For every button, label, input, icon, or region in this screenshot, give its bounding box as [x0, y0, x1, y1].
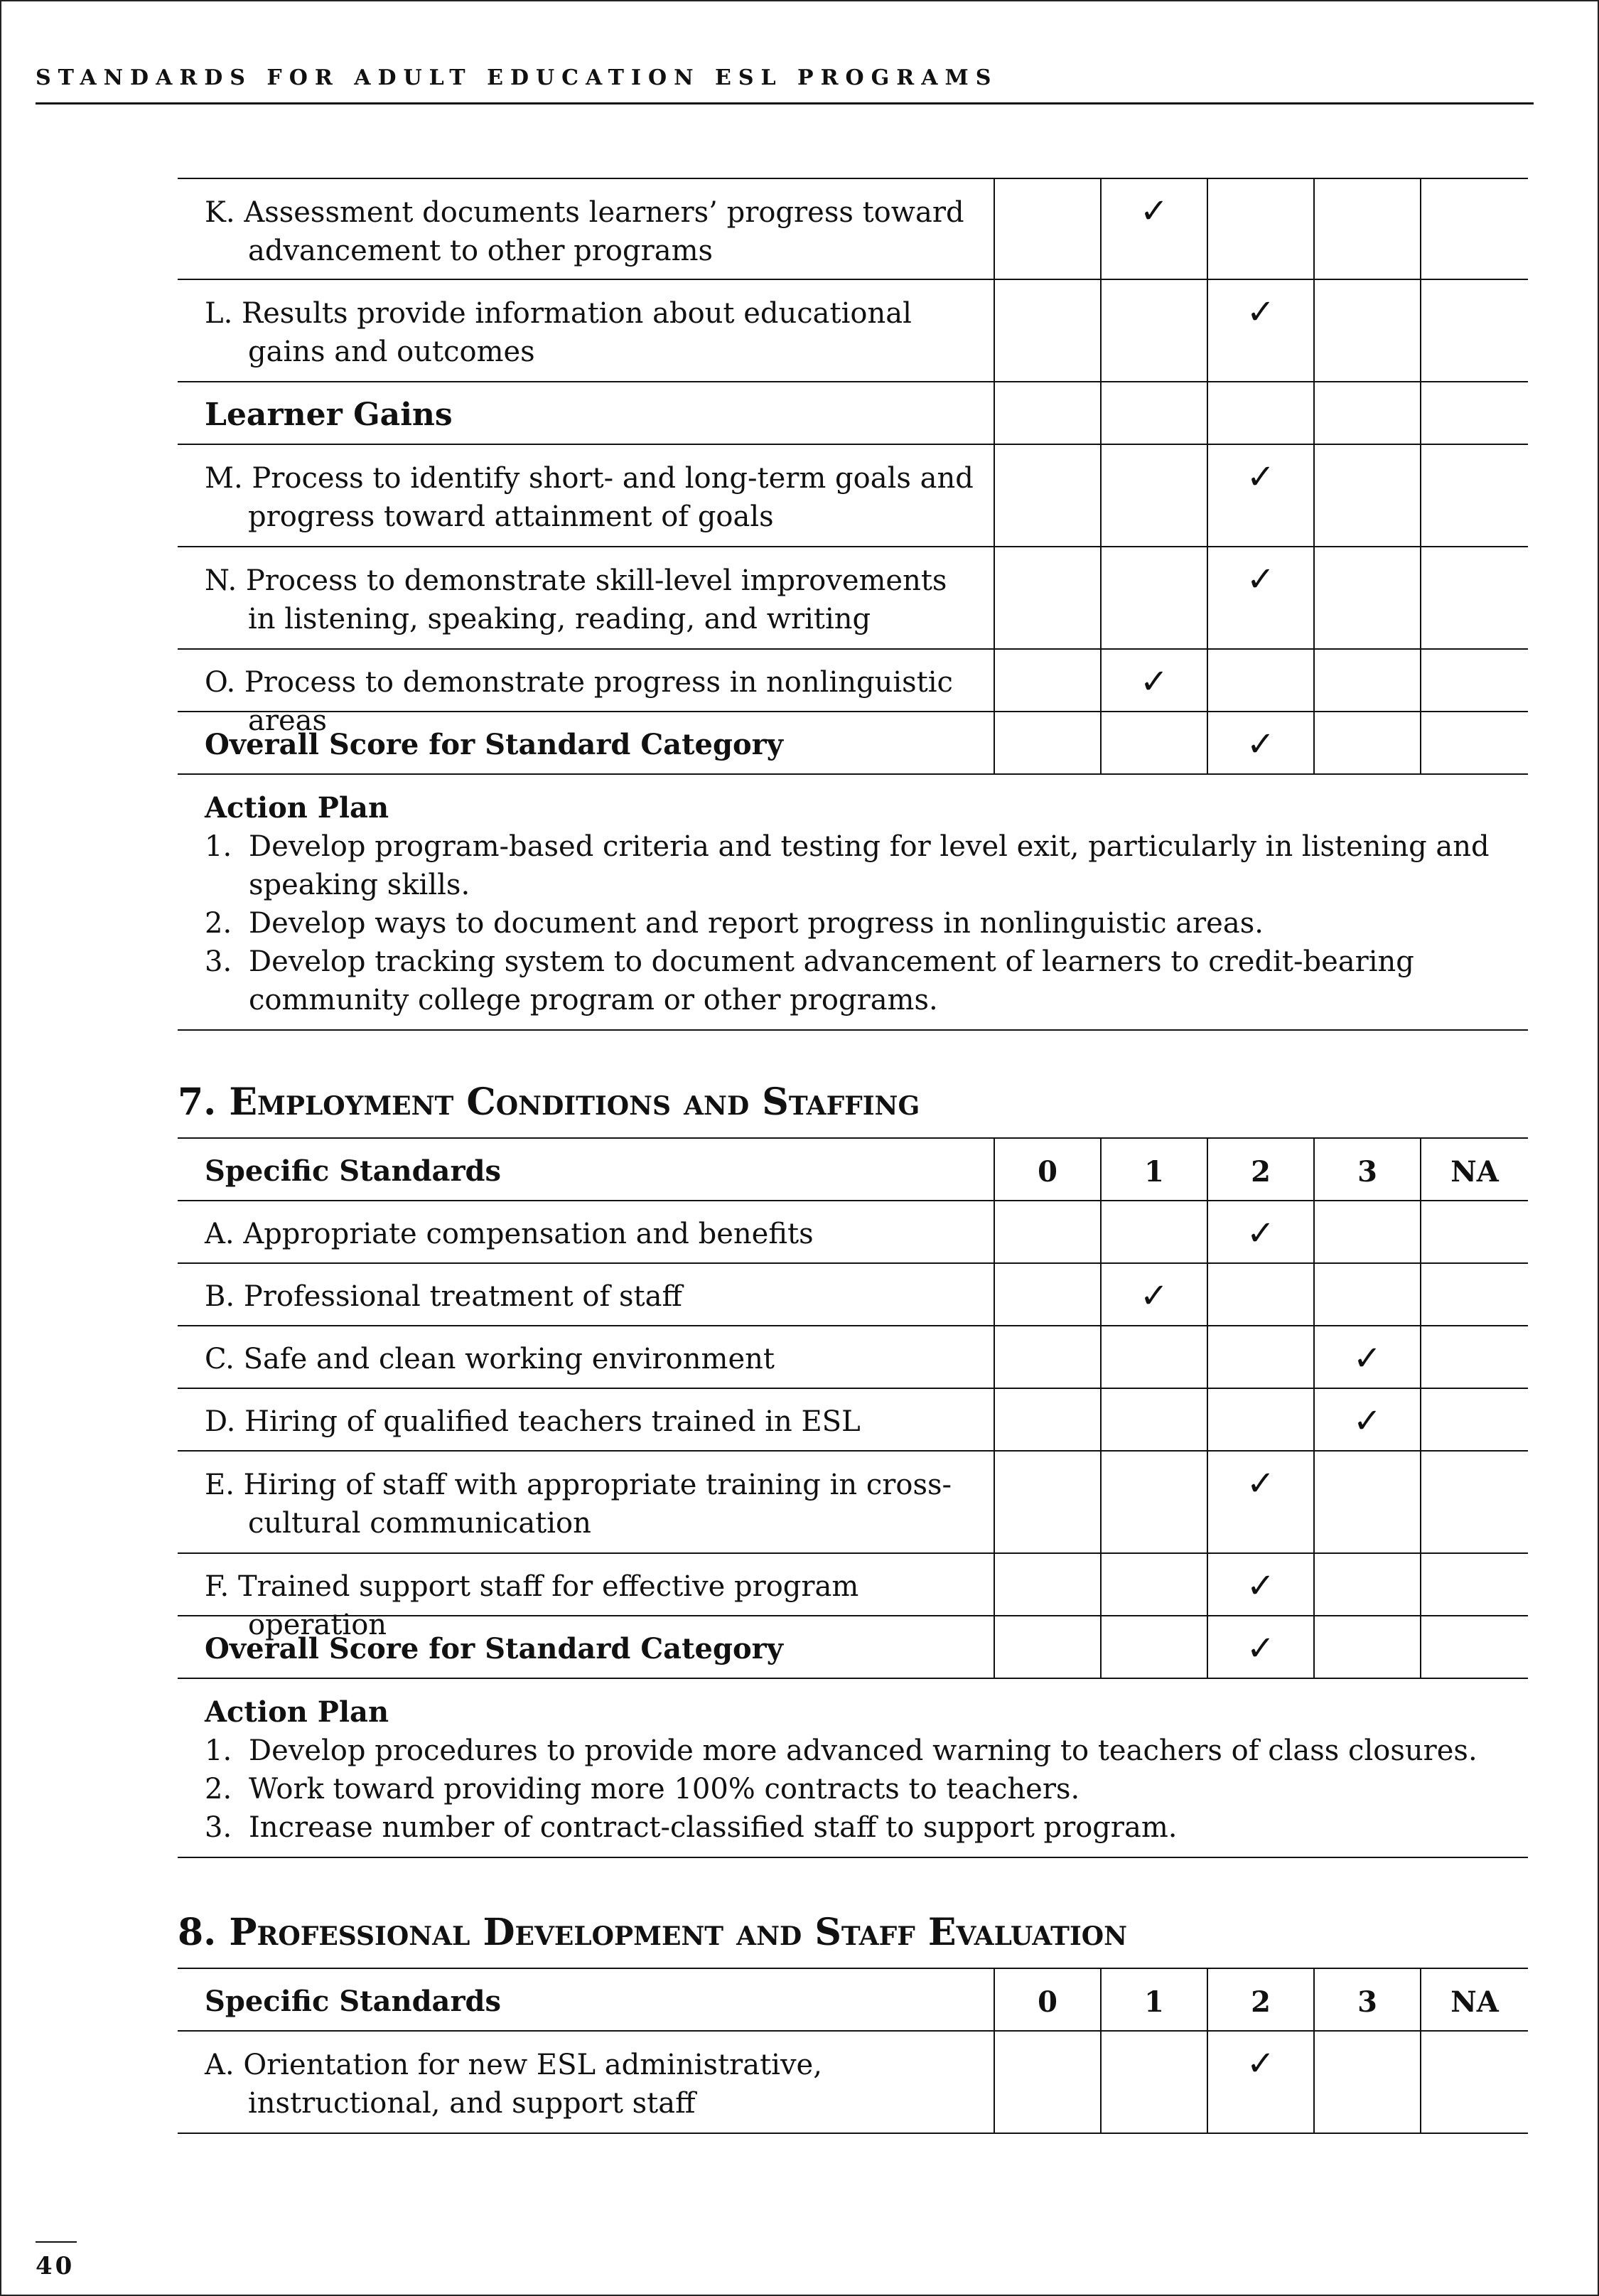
rating-cell-0	[995, 650, 1102, 711]
check-mark-icon: ✓	[1246, 1566, 1276, 1606]
standard-label-text: Learner Gains	[205, 397, 453, 433]
rating-cell-1	[1102, 547, 1208, 648]
footer-rule	[36, 2241, 77, 2243]
rating-cell-1	[1102, 1452, 1208, 1552]
rating-cell-0	[995, 1201, 1102, 1262]
action-plan	[178, 1679, 1528, 1858]
rating-cell-2	[1208, 179, 1315, 279]
section-8-title	[178, 1911, 1127, 1954]
table-header-row	[178, 1137, 1528, 1201]
rating-cell-2	[1208, 650, 1315, 711]
rating-cell-3	[1315, 1201, 1421, 1262]
rating-cell-3	[1315, 382, 1421, 444]
rating-cell-na	[1421, 445, 1528, 546]
column-header-1: 1	[1102, 1969, 1208, 2030]
rating-cell-2	[1208, 2032, 1315, 2133]
rating-cell-1	[1102, 280, 1208, 381]
rating-cell-2	[1208, 1201, 1315, 1262]
check-mark-icon: ✓	[1246, 724, 1276, 764]
check-mark-icon: ✓	[1139, 191, 1169, 231]
rating-cell-1	[1102, 650, 1208, 711]
action-plan-item-number: 2.	[205, 1773, 232, 1806]
standard-label-text: N. Process to demonstrate skill-level improvements in listening, speaking, reading, and writing	[205, 564, 947, 635]
column-header-2: 2	[1208, 1969, 1315, 2030]
check-mark-icon: ✓	[1139, 662, 1169, 702]
column-header-3: 3	[1315, 1969, 1421, 2030]
check-mark-icon: ✓	[1246, 2044, 1276, 2083]
table-row	[178, 1554, 1528, 1641]
rating-cell-0	[995, 1616, 1102, 1678]
action-plan-item	[205, 1770, 1514, 1808]
rating-cell-3	[1315, 1554, 1421, 1615]
rating-cell-0	[995, 1264, 1102, 1325]
rating-cell-3	[1315, 445, 1421, 546]
rating-cell-1	[1102, 382, 1208, 444]
action-plan-item-text: Develop procedures to provide more advanced warning to teachers of class closures.	[249, 1734, 1477, 1767]
rating-cell-0	[995, 179, 1102, 279]
rating-cell-2	[1208, 1326, 1315, 1388]
standard-label-text: L. Results provide information about educational gains and outcomes	[205, 297, 912, 368]
rating-cell-1	[1102, 712, 1208, 773]
rating-cell-0	[995, 712, 1102, 773]
action-plan-item-number: 2.	[205, 907, 232, 940]
standard-label	[178, 1264, 995, 1325]
rating-cell-na	[1421, 280, 1528, 381]
table-row	[178, 382, 1528, 445]
rating-cell-3	[1315, 1264, 1421, 1325]
action-plan-item-number: 1.	[205, 1734, 232, 1767]
standard-label-text: B. Professional treatment of staff	[205, 1280, 682, 1313]
action-plan-item	[205, 904, 1514, 943]
column-header-na: NA	[1450, 1155, 1499, 1189]
standards-table-continued	[178, 178, 1528, 775]
action-plan-title: Action Plan	[205, 791, 389, 825]
check-mark-icon: ✓	[1246, 1213, 1276, 1253]
standard-label-text: F. Trained support staff for effective program operation	[205, 1570, 859, 1641]
section-7-title	[178, 1080, 920, 1124]
header-rule	[36, 102, 1534, 104]
check-mark-icon: ✓	[1246, 1464, 1276, 1503]
rating-cell-2	[1208, 1452, 1315, 1552]
column-header-standards: Specific Standards	[178, 1139, 995, 1200]
rating-cell-0	[995, 280, 1102, 381]
rating-cell-na	[1421, 712, 1528, 773]
rating-cell-0	[995, 2032, 1102, 2133]
rating-cell-2	[1208, 1389, 1315, 1450]
table-row	[178, 1616, 1528, 1679]
action-plan-item	[205, 1808, 1514, 1847]
rating-cell-na	[1421, 1389, 1528, 1450]
rating-cell-2	[1208, 712, 1315, 773]
column-header-na: NA	[1450, 1985, 1499, 2019]
rating-cell-na	[1421, 1264, 1528, 1325]
standard-label	[178, 712, 995, 773]
rating-cell-2	[1208, 1616, 1315, 1678]
rating-cell-1	[1102, 445, 1208, 546]
standard-label	[178, 1389, 995, 1450]
standard-label	[178, 1326, 995, 1388]
column-header-standards: Specific Standards	[178, 1969, 995, 2030]
check-mark-icon: ✓	[1246, 559, 1276, 599]
rating-cell-3	[1315, 2032, 1421, 2133]
table-row	[178, 1452, 1528, 1554]
standard-label	[178, 1616, 995, 1678]
subsection-heading	[178, 382, 995, 444]
check-mark-icon: ✓	[1246, 1629, 1276, 1668]
rating-cell-3	[1315, 179, 1421, 279]
rating-cell-2	[1208, 445, 1315, 546]
rating-cell-0	[995, 1389, 1102, 1450]
page-number: 40	[36, 2252, 75, 2280]
rating-cell-1	[1102, 1554, 1208, 1615]
table-header-row	[178, 1968, 1528, 2032]
rating-cell-na	[1421, 547, 1528, 648]
standard-label-text: E. Hiring of staff with appropriate training in cross-cultural communication	[205, 1469, 952, 1540]
action-plan-section-7	[178, 1679, 1528, 1858]
rating-cell-1	[1102, 179, 1208, 279]
standard-label	[178, 650, 995, 737]
standard-label-text: Overall Score for Standard Category	[205, 1632, 783, 1665]
rating-cell-na	[1421, 650, 1528, 711]
standard-label-text: D. Hiring of qualified teachers trained in ESL	[205, 1405, 861, 1438]
rating-cell-2	[1208, 547, 1315, 648]
rating-cell-0	[995, 1326, 1102, 1388]
standards-table-section-8	[178, 1968, 1528, 2134]
action-plan-item	[205, 827, 1514, 904]
rating-cell-3	[1315, 650, 1421, 711]
action-plan-item-number: 1.	[205, 830, 232, 863]
column-header-0: 0	[995, 1139, 1102, 1200]
action-plan-item-text: Increase number of contract-classified staff to support program.	[249, 1811, 1178, 1844]
action-plan-item-text: Develop program-based criteria and testing for level exit, particularly in listening and speaking skills.	[249, 830, 1490, 901]
standard-label-text: A. Appropriate compensation and benefits	[205, 1218, 814, 1250]
standard-label	[178, 547, 995, 648]
standard-label-text: M. Process to identify short- and long-term goals and progress toward attainment of goals	[205, 462, 974, 533]
rating-cell-1	[1102, 1264, 1208, 1325]
table-row	[178, 280, 1528, 382]
standard-label	[178, 179, 995, 279]
standard-label	[178, 2032, 995, 2133]
running-head: STANDARDS FOR ADULT EDUCATION ESL PROGRAMS	[36, 65, 998, 90]
check-mark-icon: ✓	[1352, 1401, 1382, 1441]
rating-cell-na	[1421, 179, 1528, 279]
table-row	[178, 1389, 1528, 1452]
action-plan-item-number: 3.	[205, 945, 232, 978]
action-plan-item-number: 3.	[205, 1811, 232, 1844]
rating-cell-3	[1315, 1326, 1421, 1388]
rating-cell-na	[1421, 1616, 1528, 1678]
section-title-text: Employment Conditions and Staffing	[229, 1080, 920, 1124]
rating-cell-3	[1315, 1452, 1421, 1552]
standards-table-section-7	[178, 1137, 1528, 1679]
check-mark-icon: ✓	[1139, 1276, 1169, 1316]
rating-cell-na	[1421, 1452, 1528, 1552]
rating-cell-3	[1315, 712, 1421, 773]
table-row	[178, 1326, 1528, 1389]
table-row	[178, 712, 1528, 775]
action-plan-item	[205, 1732, 1514, 1770]
rating-cell-0	[995, 547, 1102, 648]
rating-cell-1	[1102, 1201, 1208, 1262]
action-plan-item-text: Work toward providing more 100% contracts to teachers.	[249, 1773, 1080, 1806]
section-number: 8.	[178, 1911, 217, 1954]
standard-label	[178, 445, 995, 546]
rating-cell-1	[1102, 1326, 1208, 1388]
standard-label	[178, 1554, 995, 1641]
column-header-1: 1	[1102, 1139, 1208, 1200]
rating-cell-na	[1421, 1554, 1528, 1615]
table-row	[178, 445, 1528, 547]
action-plan-title: Action Plan	[205, 1695, 389, 1729]
action-plan	[178, 775, 1528, 1031]
table-row	[178, 178, 1528, 280]
action-plan-item-text: Develop ways to document and report progress in nonlinguistic areas.	[249, 907, 1264, 940]
standard-label	[178, 1452, 995, 1552]
standard-label	[178, 280, 995, 381]
rating-cell-1	[1102, 1616, 1208, 1678]
action-plan-item	[205, 943, 1514, 1019]
standard-label-text: K. Assessment documents learners’ progress toward advancement to other programs	[205, 196, 964, 267]
standard-label-text: C. Safe and clean working environment	[205, 1343, 775, 1375]
rating-cell-3	[1315, 280, 1421, 381]
rating-cell-3	[1315, 1389, 1421, 1450]
check-mark-icon: ✓	[1352, 1339, 1382, 1378]
table-row	[178, 1264, 1528, 1326]
rating-cell-1	[1102, 2032, 1208, 2133]
table-row	[178, 1201, 1528, 1264]
table-row	[178, 2032, 1528, 2134]
rating-cell-0	[995, 1452, 1102, 1552]
rating-cell-3	[1315, 547, 1421, 648]
rating-cell-na	[1421, 1326, 1528, 1388]
section-title-text: Professional Development and Staff Evaluation	[229, 1911, 1128, 1954]
rating-cell-na	[1421, 2032, 1528, 2133]
action-plan-section-6	[178, 775, 1528, 1031]
section-number: 7.	[178, 1080, 217, 1124]
check-mark-icon: ✓	[1246, 457, 1276, 497]
rating-cell-0	[995, 445, 1102, 546]
rating-cell-na	[1421, 1201, 1528, 1262]
rating-cell-na	[1421, 382, 1528, 444]
rating-cell-0	[995, 1554, 1102, 1615]
rating-cell-2	[1208, 1264, 1315, 1325]
column-header-3: 3	[1315, 1139, 1421, 1200]
rating-cell-1	[1102, 1389, 1208, 1450]
rating-cell-0	[995, 382, 1102, 444]
column-header-2: 2	[1208, 1139, 1315, 1200]
rating-cell-2	[1208, 382, 1315, 444]
table-row	[178, 650, 1528, 737]
standard-label	[178, 1201, 995, 1262]
table-row	[178, 547, 1528, 650]
action-plan-item-text: Develop tracking system to document advancement of learners to credit-bearing community college program or other programs.	[249, 945, 1414, 1016]
rating-cell-2	[1208, 1554, 1315, 1615]
standard-label-text: Overall Score for Standard Category	[205, 728, 783, 761]
check-mark-icon: ✓	[1246, 292, 1276, 332]
column-header-0: 0	[995, 1969, 1102, 2030]
rating-cell-3	[1315, 1616, 1421, 1678]
standard-label-text: A. Orientation for new ESL administrative, instructional, and support staff	[205, 2049, 822, 2120]
rating-cell-2	[1208, 280, 1315, 381]
standard-label-text: O. Process to demonstrate progress in nonlinguistic areas	[205, 666, 953, 737]
